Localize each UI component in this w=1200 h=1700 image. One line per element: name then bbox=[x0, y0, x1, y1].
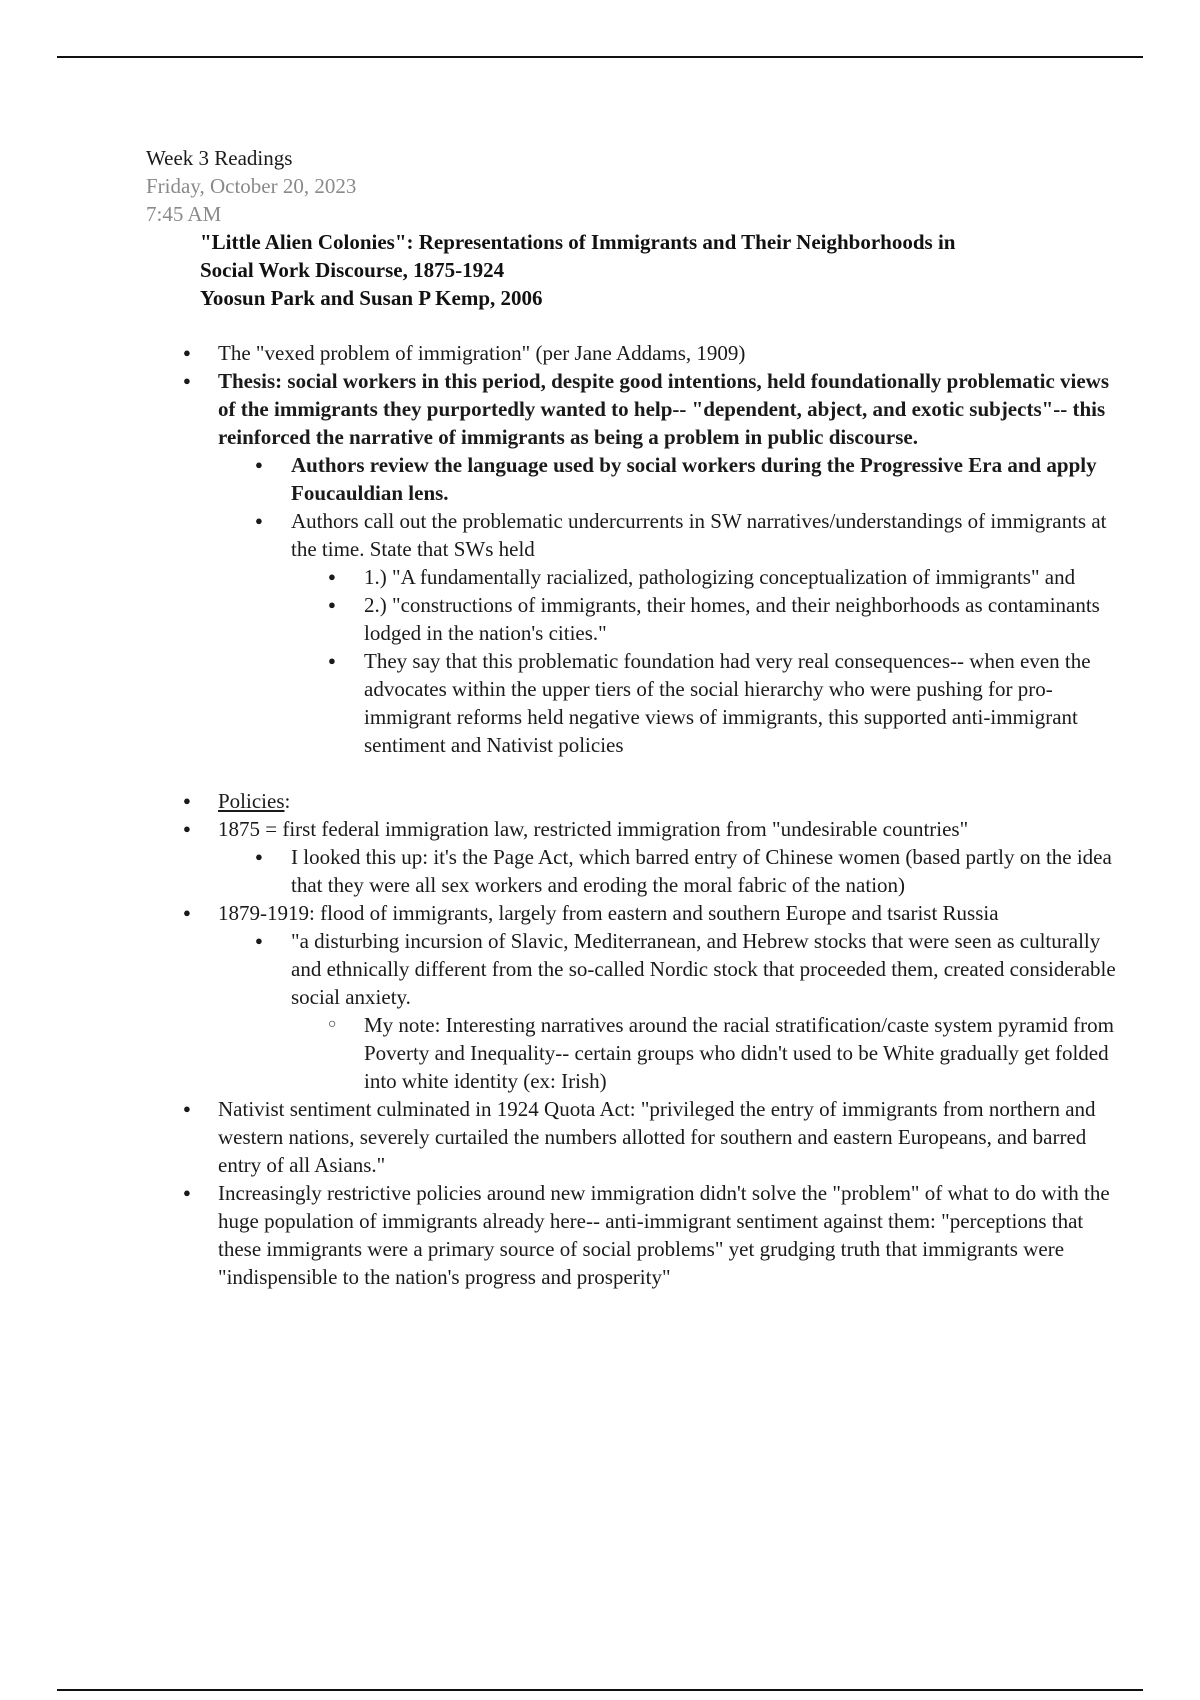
page-time: 7:45 AM bbox=[146, 202, 222, 226]
bullet-icon: ● bbox=[328, 597, 336, 612]
page-date: Friday, October 20, 2023 bbox=[146, 174, 357, 198]
list-item bbox=[146, 367, 1116, 451]
thesis-text: Thesis: social workers in this period, despite good intentions, held foundationally problematic views of the immigrants they purportedly wanted to help-- "dependent, abject, and exotic subjects"-- this reinforced the narrative of immigrants as being a problem in public discourse. bbox=[218, 369, 1110, 449]
notes-outline bbox=[146, 339, 1116, 1291]
list-item bbox=[146, 815, 1116, 843]
note-text: Authors review the language used by social workers during the Progressive Era and apply Foucauldian lens. bbox=[291, 453, 1097, 505]
article-authors: Yoosun Park and Susan P Kemp, 2006 bbox=[200, 286, 543, 310]
list-item bbox=[146, 591, 1116, 647]
note-text: 1.) "A fundamentally racialized, pathologizing conceptualization of immigrants" and bbox=[364, 565, 1076, 589]
top-divider bbox=[57, 56, 1143, 58]
list-item bbox=[146, 787, 1116, 815]
note-text: 1879-1919: flood of immigrants, largely from eastern and southern Europe and tsarist Russia bbox=[218, 901, 999, 925]
article-title-line1: "Little Alien Colonies": Representations of Immigrants and Their Neighborhoods in bbox=[200, 230, 956, 254]
note-text: I looked this up: it's the Page Act, which barred entry of Chinese women (based partly on the idea that they were all sex workers and eroding the moral fabric of the nation) bbox=[291, 845, 1112, 897]
bullet-icon: ● bbox=[183, 821, 191, 836]
list-item bbox=[146, 563, 1116, 591]
note-text: 1875 = first federal immigration law, restricted immigration from "undesirable countries" bbox=[218, 817, 969, 841]
policies-colon: : bbox=[284, 789, 291, 813]
note-text: Increasingly restrictive policies around new immigration didn't solve the "problem" of what to do with the huge population of immigrants already here-- anti-immigrant sentiment against them: "perceptions that these immigrants were a primary source of social problems" yet grudging truth that immigrants were "indispensible to the nation's progress and prosperity" bbox=[218, 1181, 1110, 1289]
bullet-icon: ● bbox=[255, 513, 263, 528]
list-item bbox=[146, 1179, 1116, 1291]
list-item bbox=[146, 899, 1116, 927]
bullet-icon: ● bbox=[183, 793, 191, 808]
bullet-icon: ● bbox=[183, 373, 191, 388]
list-item bbox=[146, 451, 1116, 507]
note-text: They say that this problematic foundation had very real consequences-- when even the advocates within the upper tiers of the social hierarchy who were pushing for pro-immigrant reforms held negative views of immigrants, this supported anti-immigrant sentiment and Nativist policies bbox=[364, 649, 1091, 757]
list-item bbox=[146, 1011, 1116, 1095]
bullet-icon: ● bbox=[183, 345, 191, 360]
note-text: The "vexed problem of immigration" (per Jane Addams, 1909) bbox=[218, 341, 746, 365]
bottom-divider bbox=[57, 1689, 1143, 1691]
bullet-icon: ● bbox=[255, 457, 263, 472]
article-title-line2: Social Work Discourse, 1875-1924 bbox=[200, 258, 505, 282]
bullet-icon: ● bbox=[183, 905, 191, 920]
policies-heading: Policies bbox=[218, 789, 285, 813]
note-text: Authors call out the problematic undercurrents in SW narratives/understandings of immigrants at the time. State that SWs held bbox=[291, 509, 1107, 561]
article-citation bbox=[200, 228, 1100, 312]
circle-bullet-icon: ○ bbox=[328, 1017, 337, 1032]
list-item bbox=[146, 927, 1116, 1011]
bullet-icon: ● bbox=[255, 849, 263, 864]
note-text: "a disturbing incursion of Slavic, Mediterranean, and Hebrew stocks that were seen as culturally and ethnically different from the so-called Nordic stock that proceeded them, created considerable social anxiety. bbox=[291, 929, 1116, 1009]
bullet-icon: ● bbox=[183, 1101, 191, 1116]
list-item bbox=[146, 339, 1116, 367]
note-text: My note: Interesting narratives around the racial stratification/caste system pyramid from Poverty and Inequality-- certain groups who didn't used to be White gradually get folded into white identity (ex: Irish) bbox=[364, 1013, 1114, 1093]
list-item bbox=[146, 1095, 1116, 1179]
page-header bbox=[146, 144, 356, 228]
note-text: Nativist sentiment culminated in 1924 Quota Act: "privileged the entry of immigrants from northern and western nations, severely curtailed the numbers allotted for southern and eastern Europeans, and barred entry of all Asians." bbox=[218, 1097, 1096, 1177]
note-text: 2.) "constructions of immigrants, their homes, and their neighborhoods as contaminants lodged in the nation's cities." bbox=[364, 593, 1100, 645]
bullet-icon: ● bbox=[255, 933, 263, 948]
page-title: Week 3 Readings bbox=[146, 146, 293, 170]
spacer bbox=[146, 759, 1116, 787]
bullet-icon: ● bbox=[183, 1185, 191, 1200]
bullet-icon: ● bbox=[328, 569, 336, 584]
bullet-icon: ● bbox=[328, 653, 336, 668]
list-item bbox=[146, 843, 1116, 899]
list-item bbox=[146, 647, 1116, 759]
list-item bbox=[146, 507, 1116, 563]
